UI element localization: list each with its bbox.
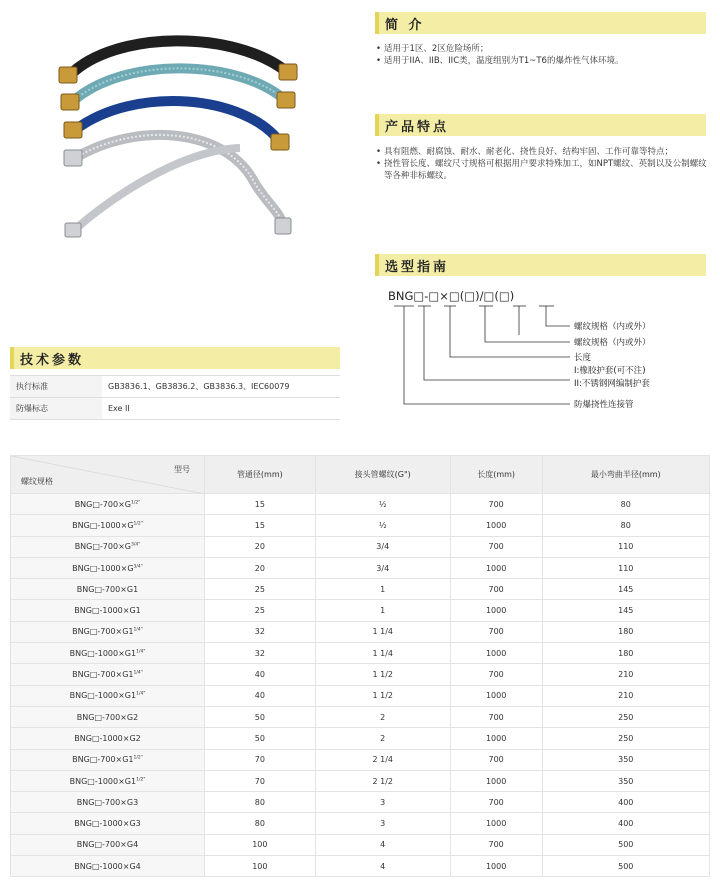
hose-steel-2 (75, 148, 240, 230)
cell-thread: 3 (315, 813, 450, 834)
cell-d: 15 (205, 515, 316, 536)
model-name: BNG□-1000×G4 (74, 861, 141, 871)
model-cell (11, 813, 205, 834)
features-header (375, 114, 706, 136)
model-name: BNG□-700×G2 (76, 712, 139, 722)
table-row (10, 376, 340, 398)
cell-d: 70 (205, 749, 316, 770)
model-cell (11, 494, 205, 515)
cell-thread: 3 (315, 792, 450, 813)
spec-value: Exe II (102, 398, 340, 420)
corner-diagonal (11, 456, 205, 494)
cell-thread: 2 (315, 706, 450, 727)
spec-key: 执行标准 (10, 376, 102, 398)
cell-len: 700 (450, 579, 542, 600)
guide-label: 螺纹规格（内或外） (574, 338, 651, 348)
cell-d: 25 (205, 579, 316, 600)
table-row (11, 515, 710, 536)
cell-r: 250 (542, 728, 709, 749)
cell-thread: 1 (315, 579, 450, 600)
model-name: BNG□-1000×G1 (69, 776, 137, 786)
model-cell (11, 515, 205, 536)
model-cell (11, 557, 205, 578)
cell-d: 32 (205, 643, 316, 664)
model-cell (11, 579, 205, 600)
cell-len: 700 (450, 664, 542, 685)
model-cell (11, 834, 205, 855)
cell-r: 400 (542, 792, 709, 813)
cell-thread: ½ (315, 494, 450, 515)
table-body (11, 494, 710, 877)
model-thread-sup: 1/2" (133, 755, 143, 761)
cell-d: 15 (205, 494, 316, 515)
cell-len: 700 (450, 706, 542, 727)
cell-d: 80 (205, 792, 316, 813)
cell-thread: 2 1/4 (315, 749, 450, 770)
cell-len: 700 (450, 536, 542, 557)
corner-top-label: 型号 (174, 465, 190, 474)
cell-r: 145 (542, 579, 709, 600)
table-row (11, 600, 710, 621)
cell-len: 1000 (450, 770, 542, 791)
model-cell (11, 770, 205, 791)
table-row (11, 557, 710, 578)
table-row (11, 643, 710, 664)
model-cell (11, 856, 205, 877)
model-name: BNG□-700×G (74, 542, 131, 552)
cell-r: 350 (542, 749, 709, 770)
guide-label: II:不锈钢网编制护套 (574, 379, 650, 389)
column-header: 长度(mm) (450, 456, 542, 494)
cell-d: 25 (205, 600, 316, 621)
table-header-row (11, 456, 710, 494)
model-code-diagram (388, 286, 708, 411)
cell-d: 32 (205, 621, 316, 642)
cell-len: 700 (450, 749, 542, 770)
cell-len: 1000 (450, 813, 542, 834)
model-name: BNG□-700×G1 (72, 627, 134, 637)
cell-r: 210 (542, 685, 709, 706)
table-row (11, 494, 710, 515)
intro-header (375, 12, 706, 34)
cell-r: 80 (542, 494, 709, 515)
table-row (11, 706, 710, 727)
model-cell (11, 728, 205, 749)
cell-d: 80 (205, 813, 316, 834)
cell-d: 20 (205, 536, 316, 557)
model-name: BNG□-700×G1 (72, 755, 134, 765)
guide-label: 防爆挠性连接管 (574, 400, 634, 410)
cell-r: 210 (542, 664, 709, 685)
cell-len: 1000 (450, 856, 542, 877)
spec-key: 防爆标志 (10, 398, 102, 420)
cell-d: 100 (205, 834, 316, 855)
column-header: 最小弯曲半径(mm) (542, 456, 709, 494)
column-header: 管通径(mm) (205, 456, 316, 494)
table-row (11, 813, 710, 834)
table-row (11, 834, 710, 855)
cell-len: 700 (450, 494, 542, 515)
table-row (10, 398, 340, 420)
cell-len: 1000 (450, 685, 542, 706)
model-thread-sup: 3/4" (133, 563, 143, 569)
model-thread-sup: 3/4" (130, 542, 141, 548)
model-name: BNG□-700×G4 (76, 840, 139, 850)
guide-header (375, 254, 706, 276)
cell-r: 180 (542, 621, 709, 642)
table-row (11, 770, 710, 791)
cell-d: 100 (205, 856, 316, 877)
features-bullets (376, 146, 708, 182)
cell-len: 700 (450, 621, 542, 642)
cell-r: 80 (542, 515, 709, 536)
intro-title: 简 介 (385, 18, 425, 33)
features-title: 产品特点 (385, 120, 450, 135)
list-item: • 适用于1区、2区危险场所； (376, 43, 706, 55)
model-cell (11, 792, 205, 813)
model-cell (11, 600, 205, 621)
cell-r: 145 (542, 600, 709, 621)
cell-d: 70 (205, 770, 316, 791)
cell-len: 700 (450, 792, 542, 813)
model-thread-sup: 1/4" (133, 670, 143, 676)
table-row (11, 579, 710, 600)
list-item: • 挠性管长度、螺纹尺寸规格可根据用户要求特殊加工，如NPT螺纹、英制以及公制螺纹等各种非标螺纹。 (376, 158, 708, 182)
cell-len: 1000 (450, 728, 542, 749)
model-name: BNG□-700×G3 (76, 797, 139, 807)
tech-header (10, 347, 340, 369)
table-row (11, 728, 710, 749)
cell-thread: 4 (315, 834, 450, 855)
guide-label: 螺纹规格（内或外） (574, 322, 651, 332)
model-name: BNG□-700×G (74, 499, 131, 509)
corner-header (11, 456, 205, 494)
model-thread-sup: 1/2" (136, 776, 146, 782)
cell-r: 110 (542, 536, 709, 557)
cell-thread: ½ (315, 515, 450, 536)
guide-label: 长度 (574, 353, 592, 363)
cell-len: 700 (450, 834, 542, 855)
guide-title: 选型指南 (385, 260, 450, 275)
cell-thread: 3/4 (315, 557, 450, 578)
model-name: BNG□-1000×G3 (74, 819, 141, 829)
cell-r: 250 (542, 706, 709, 727)
model-name: BNG□-1000×G1 (69, 691, 137, 701)
spec-value: GB3836.1、GB3836.2、GB3836.3、IEC60079 (102, 376, 340, 398)
cell-r: 110 (542, 557, 709, 578)
cell-d: 40 (205, 664, 316, 685)
table-row (11, 685, 710, 706)
spec-table (10, 375, 340, 420)
model-name: BNG□-1000×G (72, 563, 134, 573)
model-thread-sup: 1/4" (136, 649, 146, 655)
cell-thread: 2 (315, 728, 450, 749)
model-table (10, 455, 710, 877)
table-row (11, 856, 710, 877)
cell-r: 500 (542, 834, 709, 855)
model-cell (11, 536, 205, 557)
model-cell (11, 749, 205, 770)
model-cell (11, 643, 205, 664)
corner-bottom-label: 螺纹规格 (21, 477, 53, 486)
cell-thread: 2 1/2 (315, 770, 450, 791)
cell-len: 1000 (450, 515, 542, 536)
cell-thread: 1 1/2 (315, 685, 450, 706)
cell-d: 50 (205, 728, 316, 749)
cell-thread: 1 1/2 (315, 664, 450, 685)
model-cell (11, 621, 205, 642)
table-row (11, 621, 710, 642)
model-code: BNG□-□×□(□)/□(□) (388, 289, 515, 303)
cell-len: 1000 (450, 557, 542, 578)
model-name: BNG□-1000×G2 (74, 733, 141, 743)
cell-d: 50 (205, 706, 316, 727)
cell-thread: 1 1/4 (315, 643, 450, 664)
guide-label: I:橡胶护套(可不注) (574, 366, 646, 376)
model-name: BNG□-1000×G (72, 520, 134, 530)
model-cell (11, 664, 205, 685)
model-name: BNG□-1000×G1 (69, 648, 137, 658)
cell-r: 350 (542, 770, 709, 791)
cell-thread: 1 1/4 (315, 621, 450, 642)
cell-len: 1000 (450, 600, 542, 621)
hose-product-illustration (55, 30, 305, 245)
list-item: • 适用于IIA、IIB、IIC类，温度组别为T1~T6的爆炸性气体环境。 (376, 55, 706, 67)
table-row (11, 664, 710, 685)
cell-d: 40 (205, 685, 316, 706)
cell-thread: 1 (315, 600, 450, 621)
list-item: • 具有阻燃、耐腐蚀、耐水、耐老化、挠性良好、结构牢固、工作可靠等特点； (376, 146, 708, 158)
cell-r: 400 (542, 813, 709, 834)
cell-thread: 4 (315, 856, 450, 877)
model-thread-sup: 1/4" (133, 627, 143, 633)
model-thread-sup: 1/2" (130, 499, 141, 505)
cell-len: 1000 (450, 643, 542, 664)
hose-steel (75, 135, 283, 225)
model-thread-sup: 1/2" (133, 521, 143, 527)
intro-bullets (376, 43, 706, 67)
model-name: BNG□-700×G1 (76, 584, 139, 594)
tech-title: 技术参数 (20, 353, 85, 368)
model-cell (11, 685, 205, 706)
cell-r: 180 (542, 643, 709, 664)
table-row (11, 536, 710, 557)
cell-thread: 3/4 (315, 536, 450, 557)
model-cell (11, 706, 205, 727)
model-thread-sup: 1/4" (136, 691, 146, 697)
column-header: 接头管螺纹(G") (315, 456, 450, 494)
cell-r: 500 (542, 856, 709, 877)
model-name: BNG□-1000×G1 (74, 606, 141, 616)
table-row (11, 792, 710, 813)
cell-d: 20 (205, 557, 316, 578)
model-name: BNG□-700×G1 (72, 670, 134, 680)
table-row (11, 749, 710, 770)
